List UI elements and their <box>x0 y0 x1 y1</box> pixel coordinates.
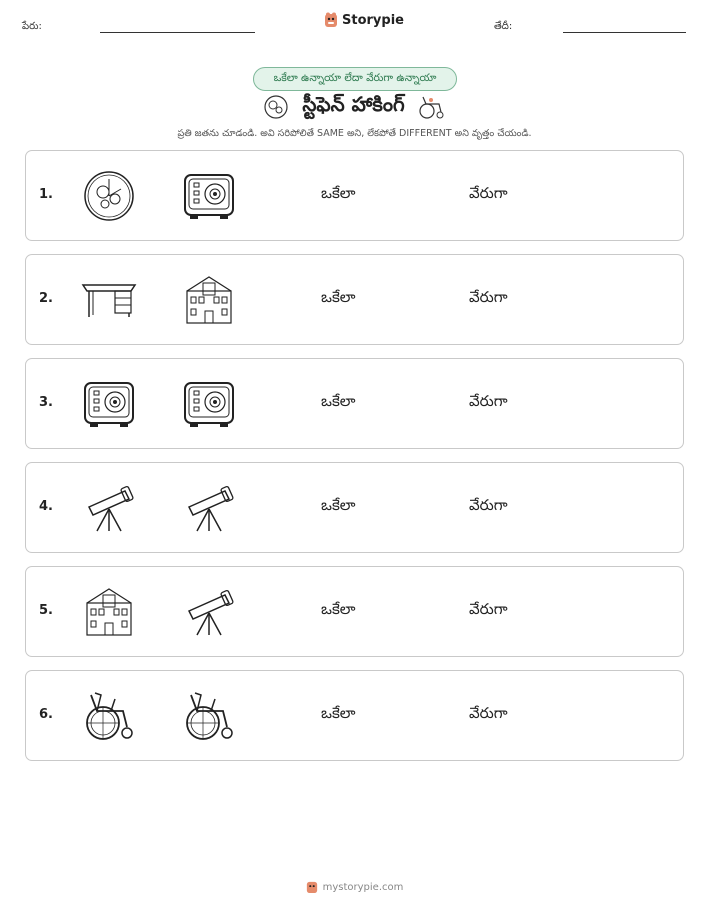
radio-icon <box>181 169 237 223</box>
option-same[interactable]: ఒకేలా <box>321 496 356 514</box>
footer-site[interactable]: mystorypie.com <box>322 881 404 893</box>
option-same[interactable]: ఒకేలా <box>321 184 356 202</box>
wheelchair-icon <box>417 94 447 120</box>
desk-icon <box>81 273 137 327</box>
building-icon <box>181 273 237 327</box>
option-different[interactable]: వేరుగా <box>469 600 508 618</box>
question-row-6 <box>25 670 684 761</box>
mascot-icon <box>306 880 318 894</box>
telescope-icon <box>181 481 237 535</box>
option-different[interactable]: వేరుగా <box>469 184 508 202</box>
question-number: 1. <box>39 187 53 202</box>
question-row-4 <box>25 462 684 553</box>
question-number: 5. <box>39 603 53 618</box>
instructions: ప్రతి జతను చూడండి. అవి సరిపోలితే SAME అని, లేకపోతే DIFFERENT అని వృత్తం చేయండి. <box>177 128 532 139</box>
question-row-5 <box>25 566 684 657</box>
option-same[interactable]: ఒకేలా <box>321 600 356 618</box>
brand-logo <box>324 12 404 28</box>
date-line[interactable] <box>563 32 686 33</box>
mascot-icon <box>324 12 338 28</box>
wheelchair-icon <box>181 689 237 743</box>
name-label: పేరు: <box>22 21 42 32</box>
date-label: తేదీ: <box>494 21 513 32</box>
title-row <box>0 92 709 121</box>
question-row-3 <box>25 358 684 449</box>
option-different[interactable]: వేరుగా <box>469 704 508 722</box>
option-same[interactable]: ఒకేలా <box>321 288 356 306</box>
clock-icon <box>81 169 137 223</box>
option-different[interactable]: వేరుగా <box>469 288 508 306</box>
gear-clock-icon <box>262 94 290 120</box>
worksheet-tag-text: ఒకేలా ఉన్నాయా లేదా వేరుగా ఉన్నాయా <box>273 71 437 84</box>
footer <box>0 880 709 894</box>
wheelchair-icon <box>81 689 137 743</box>
question-number: 3. <box>39 395 53 410</box>
option-same[interactable]: ఒకేలా <box>321 392 356 410</box>
building-icon <box>81 585 137 639</box>
question-number: 4. <box>39 499 53 514</box>
question-row-1 <box>25 150 684 241</box>
question-row-2 <box>25 254 684 345</box>
telescope-icon <box>81 481 137 535</box>
radio-icon <box>81 377 137 431</box>
name-line[interactable] <box>100 32 255 33</box>
option-same[interactable]: ఒకేలా <box>321 704 356 722</box>
option-different[interactable]: వేరుగా <box>469 392 508 410</box>
question-number: 6. <box>39 707 53 722</box>
page-title: స్టీఫెన్ హాకింగ్ <box>302 92 405 116</box>
option-different[interactable]: వేరుగా <box>469 496 508 514</box>
question-number: 2. <box>39 291 53 306</box>
brand-name: Storypie <box>342 12 404 28</box>
telescope-icon <box>181 585 237 639</box>
radio-icon <box>181 377 237 431</box>
worksheet-tag <box>253 67 457 91</box>
